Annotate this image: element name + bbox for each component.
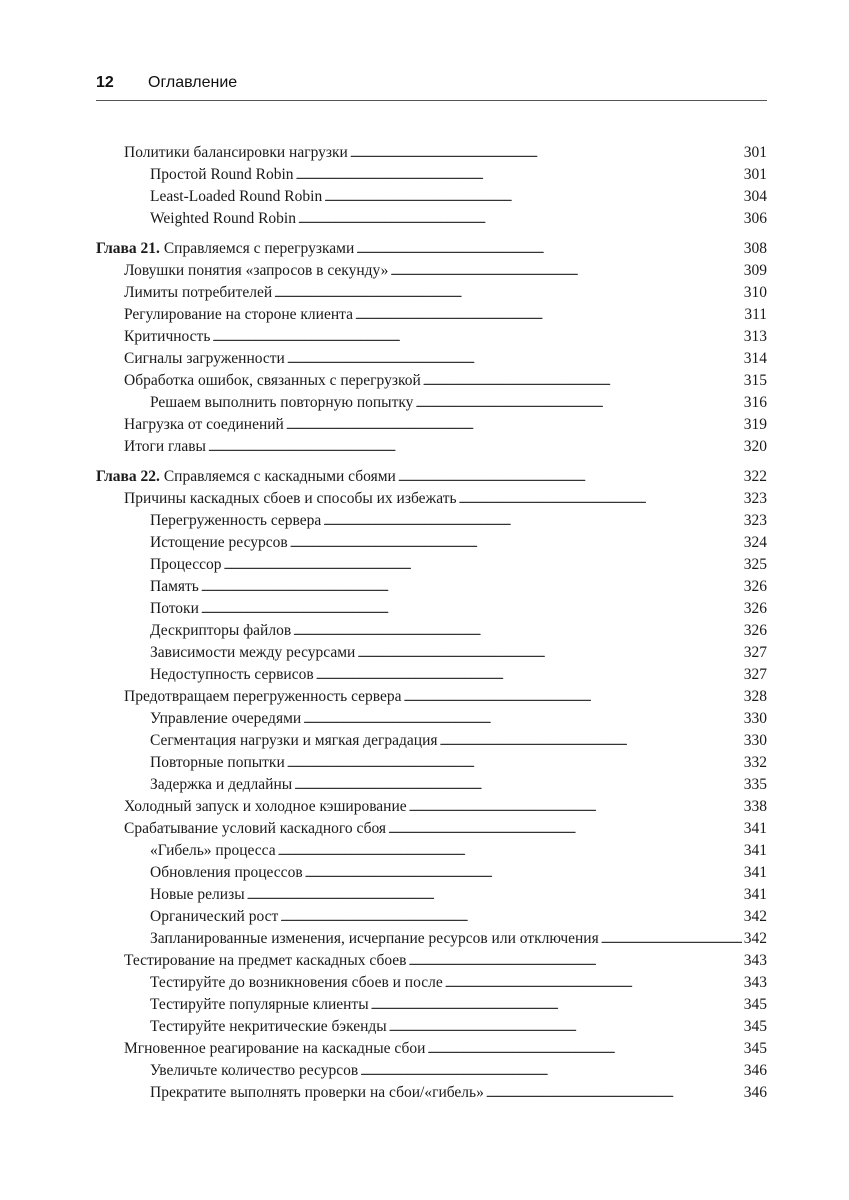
- dot-leader: [423, 370, 742, 393]
- toc-entry[interactable]: [96, 906, 767, 928]
- dot-leader: [398, 466, 742, 489]
- dot-leader: [274, 282, 742, 305]
- toc-entry-title: Повторные попытки: [150, 754, 285, 771]
- toc-entry[interactable]: [96, 752, 767, 774]
- page-number: 12: [96, 74, 114, 91]
- toc-entry-title: Предотвращаем перегруженность сервера: [124, 688, 402, 705]
- toc-entry[interactable]: [96, 510, 767, 532]
- dot-leader: [371, 994, 742, 1017]
- toc-page-number: 326: [743, 578, 767, 595]
- toc-entry-title: Недоступность сервисов: [150, 666, 314, 683]
- toc-entry-title: Решаем выполнить повторную попытку: [150, 394, 414, 411]
- toc-page-number: 345: [743, 1018, 767, 1035]
- toc-entry[interactable]: [96, 862, 767, 884]
- toc-page-number: 343: [743, 974, 767, 991]
- toc-entry-title: Обновления процессов: [150, 864, 303, 881]
- toc-entry[interactable]: [96, 950, 767, 972]
- toc-entry[interactable]: [96, 972, 767, 994]
- dot-leader: [201, 598, 742, 621]
- toc-page-number: 326: [743, 600, 767, 617]
- toc-entry-title: Тестируйте до возникновения сбоев и после: [150, 974, 443, 991]
- toc-page-number: 338: [743, 798, 767, 815]
- toc-entry[interactable]: [96, 730, 767, 752]
- dot-leader: [459, 488, 742, 511]
- toc-entry-title: Тестирование на предмет каскадных сбоев: [124, 952, 407, 969]
- dot-leader: [247, 884, 742, 907]
- toc-page-number: 304: [743, 188, 767, 205]
- toc-entry-title: Weighted Round Robin: [150, 210, 296, 227]
- toc-entry-title: Итоги главы: [124, 438, 206, 455]
- toc-page-number: 310: [743, 284, 767, 301]
- dot-leader: [303, 708, 742, 731]
- toc-page-number: 311: [744, 306, 767, 323]
- toc-entry[interactable]: [96, 818, 767, 840]
- dot-leader: [286, 414, 742, 437]
- toc-entry[interactable]: [96, 796, 767, 818]
- chapter-title: Справляемся с перегрузками: [163, 240, 355, 257]
- toc-entry-title: Ловушки понятия «запросов в секунду»: [124, 262, 389, 279]
- toc-page-number: 341: [743, 820, 767, 837]
- toc-entry[interactable]: [96, 884, 767, 906]
- toc-page-number: 346: [743, 1062, 767, 1079]
- toc-page-number: 322: [743, 468, 767, 485]
- toc-entry-title: Новые релизы: [150, 886, 245, 903]
- toc-entry-title: Управление очередями: [150, 710, 302, 727]
- toc-entry[interactable]: [96, 576, 767, 598]
- toc-entry-title: Критичность: [124, 328, 211, 345]
- toc-entry[interactable]: [96, 164, 767, 186]
- toc-page-number: 323: [743, 512, 767, 529]
- toc-page-number: 324: [743, 534, 767, 551]
- toc-entry[interactable]: [96, 1038, 767, 1060]
- toc-entry-title: Тестируйте некритические бэкенды: [150, 1018, 387, 1035]
- toc-entry[interactable]: [96, 326, 767, 348]
- toc-page-number: 345: [743, 996, 767, 1013]
- dot-leader: [404, 686, 742, 709]
- toc-entry[interactable]: [96, 1060, 767, 1082]
- toc-entry-title: Зависимости между ресурсами: [150, 644, 356, 661]
- toc-page-number: 309: [743, 262, 767, 279]
- toc-page-number: 328: [743, 688, 767, 705]
- dot-leader: [440, 730, 742, 753]
- toc-entry-title: [96, 466, 396, 488]
- dot-leader: [408, 950, 741, 973]
- chapter-number: Глава 22.: [96, 468, 160, 485]
- toc-entry[interactable]: [96, 282, 767, 304]
- dot-leader: [388, 818, 742, 841]
- toc-entry-title: Мгновенное реагирование на каскадные сбои: [124, 1040, 426, 1057]
- chapter-number: Глава 21.: [96, 240, 160, 257]
- toc-page-number: 320: [743, 438, 767, 455]
- toc-page-number: 301: [743, 144, 767, 161]
- toc-page-number: 327: [743, 666, 767, 683]
- toc-page-number: 330: [743, 732, 767, 749]
- toc-page-number: 335: [743, 776, 767, 793]
- toc-entry-title: Задержка и дедлайны: [150, 776, 293, 793]
- dot-leader: [208, 436, 742, 459]
- toc-entry[interactable]: [96, 208, 767, 230]
- dot-leader: [323, 510, 741, 533]
- dot-leader: [356, 238, 742, 261]
- toc-entry-title: Дескрипторы файлов: [150, 622, 292, 639]
- toc-page-number: 327: [743, 644, 767, 661]
- toc-entry[interactable]: [96, 414, 767, 436]
- toc-page-number: 306: [743, 210, 767, 227]
- dot-leader: [601, 928, 742, 951]
- toc-page-number: 314: [743, 350, 767, 367]
- toc-entry-title: Тестируйте популярные клиенты: [150, 996, 369, 1013]
- toc-entry[interactable]: [96, 664, 767, 686]
- toc-entry[interactable]: [96, 620, 767, 642]
- toc-entry-title: Истощение ресурсов: [150, 534, 288, 551]
- toc-entry-title: Прекратите выполнять проверки на сбои/«гибель»: [150, 1084, 484, 1101]
- toc-page-number: 319: [743, 416, 767, 433]
- dot-leader: [298, 208, 742, 231]
- toc-entry[interactable]: [96, 840, 767, 862]
- toc-chapter-entry[interactable]: [96, 238, 767, 260]
- toc-page-number: 343: [743, 952, 767, 969]
- toc-entry[interactable]: [96, 488, 767, 510]
- toc-entry[interactable]: [96, 1082, 767, 1104]
- dot-leader: [355, 304, 742, 327]
- toc-entry-title: Лимиты потребителей: [124, 284, 273, 301]
- toc-entry-title: Least-Loaded Round Robin: [150, 188, 323, 205]
- toc-entry[interactable]: [96, 708, 767, 730]
- dot-leader: [389, 1016, 742, 1039]
- page-header: [96, 70, 767, 101]
- toc-entry-title: Обработка ошибок, связанных с перегрузкой: [124, 372, 421, 389]
- toc-entry-title: Увеличьте количество ресурсов: [150, 1062, 359, 1079]
- dot-leader: [305, 862, 742, 885]
- toc-entry[interactable]: [96, 554, 767, 576]
- dot-leader: [224, 554, 742, 577]
- toc-page-number: 308: [743, 240, 767, 257]
- toc-entry-title: Запланированные изменения, исчерпание ресурсов или отключения: [150, 930, 599, 947]
- toc-entry-title: Политики балансировки нагрузки: [124, 144, 348, 161]
- dot-leader: [201, 576, 742, 599]
- dot-leader: [296, 164, 742, 187]
- toc-page-number: 316: [743, 394, 767, 411]
- dot-leader: [290, 532, 742, 555]
- toc-entry-title: Потоки: [150, 600, 199, 617]
- dot-leader: [287, 752, 742, 775]
- dot-leader: [294, 774, 742, 797]
- toc-entry[interactable]: [96, 370, 767, 392]
- toc-page-number: 301: [743, 166, 767, 183]
- table-of-contents: [96, 142, 767, 1104]
- toc-page-number: 341: [743, 886, 767, 903]
- toc-page-number: 323: [743, 490, 767, 507]
- toc-entry-title: Причины каскадных сбоев и способы их избежать: [124, 490, 457, 507]
- toc-entry[interactable]: [96, 142, 767, 164]
- dot-leader: [390, 260, 741, 283]
- toc-entry[interactable]: [96, 994, 767, 1016]
- toc-page-number: 346: [743, 1084, 767, 1101]
- toc-entry-title: Холодный запуск и холодное кэширование: [124, 798, 407, 815]
- dot-leader: [350, 142, 742, 165]
- dot-leader: [445, 972, 742, 995]
- toc-entry[interactable]: [96, 598, 767, 620]
- dot-leader: [278, 840, 742, 863]
- dot-leader: [409, 796, 742, 819]
- toc-page-number: 313: [743, 328, 767, 345]
- toc-entry-title: Простой Round Robin: [150, 166, 294, 183]
- toc-entry[interactable]: [96, 1016, 767, 1038]
- dot-leader: [357, 642, 741, 665]
- toc-entry[interactable]: [96, 774, 767, 796]
- dot-leader: [316, 664, 742, 687]
- toc-entry[interactable]: [96, 260, 767, 282]
- dot-leader: [415, 392, 741, 415]
- toc-entry-title: Регулирование на стороне клиента: [124, 306, 353, 323]
- toc-page-number: 326: [743, 622, 767, 639]
- toc-entry[interactable]: [96, 436, 767, 458]
- toc-entry[interactable]: [96, 686, 767, 708]
- toc-entry-title: Органический рост: [150, 908, 279, 925]
- toc-entry[interactable]: [96, 186, 767, 208]
- toc-entry-title: Срабатывание условий каскадного сбоя: [124, 820, 387, 837]
- dot-leader: [280, 906, 742, 929]
- toc-entry-title: [96, 238, 354, 260]
- toc-entry[interactable]: [96, 348, 767, 370]
- dot-leader: [287, 348, 742, 371]
- toc-entry[interactable]: [96, 532, 767, 554]
- dot-leader: [293, 620, 742, 643]
- toc-entry-title: Нагрузка от соединений: [124, 416, 284, 433]
- dot-leader: [427, 1038, 741, 1061]
- toc-page-number: 332: [743, 754, 767, 771]
- toc-page-number: 345: [743, 1040, 767, 1057]
- toc-entry-title: Процессор: [150, 556, 222, 573]
- toc-entry-title: Сегментация нагрузки и мягкая деградация: [150, 732, 438, 749]
- chapter-title: Справляемся с каскадными сбоями: [163, 468, 396, 485]
- toc-page-number: 342: [743, 908, 767, 925]
- dot-leader: [360, 1060, 742, 1083]
- toc-page-number: 315: [743, 372, 767, 389]
- toc-page-number: 330: [743, 710, 767, 727]
- toc-page-number: 325: [743, 556, 767, 573]
- toc-entry[interactable]: [96, 642, 767, 664]
- toc-entry-title: Сигналы загруженности: [124, 350, 285, 367]
- dot-leader: [486, 1082, 742, 1105]
- toc-page-number: 341: [743, 864, 767, 881]
- running-title: Оглавление: [148, 74, 238, 91]
- toc-entry[interactable]: [96, 928, 767, 950]
- toc-entry[interactable]: [96, 304, 767, 326]
- dot-leader: [212, 326, 741, 349]
- toc-page-number: 342: [743, 930, 767, 947]
- toc-chapter-entry[interactable]: [96, 466, 767, 488]
- toc-entry[interactable]: [96, 392, 767, 414]
- dot-leader: [324, 186, 742, 209]
- toc-entry-title: Перегруженность сервера: [150, 512, 322, 529]
- toc-entry-title: «Гибель» процесса: [150, 842, 276, 859]
- toc-page-number: 341: [743, 842, 767, 859]
- toc-entry-title: Память: [150, 578, 199, 595]
